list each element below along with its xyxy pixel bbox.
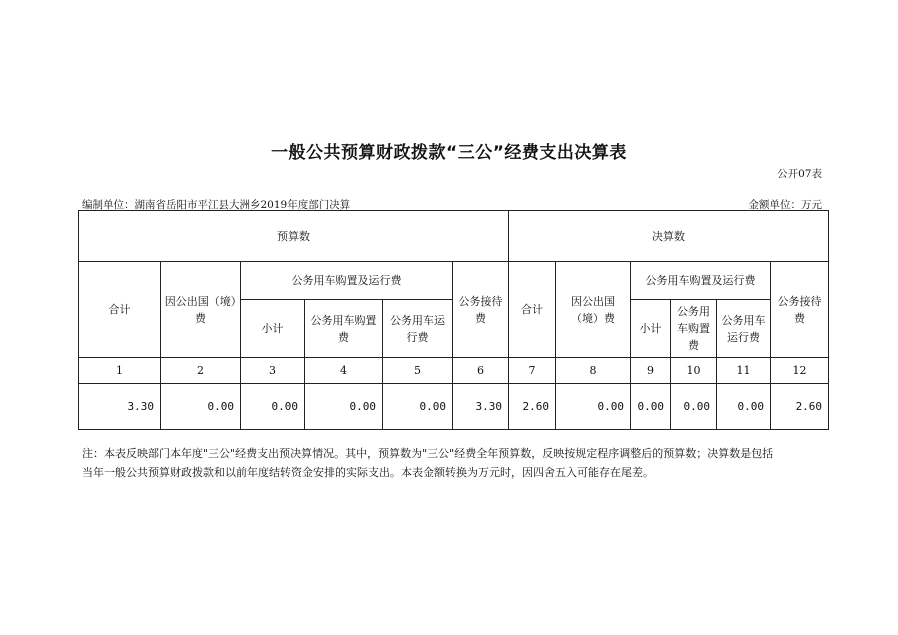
column-number: 2 bbox=[161, 358, 241, 384]
value-cell: 2.60 bbox=[509, 384, 556, 430]
final-abroad-header: 因公出国（境）费 bbox=[556, 262, 631, 358]
budget-abroad-header: 因公出国（境）费 bbox=[161, 262, 241, 358]
budget-vehicle-purchase-header: 公务用车购置费 bbox=[305, 300, 383, 358]
amount-unit: 金额单位：万元 bbox=[748, 199, 822, 211]
page-title: 一般公共预算财政拨款“三公”经费支出决算表 bbox=[271, 143, 627, 163]
budget-reception-header: 公务接待费 bbox=[453, 262, 509, 358]
value-cell: 0.00 bbox=[241, 384, 305, 430]
final-vehicle-operation-header: 公务用车运行费 bbox=[717, 300, 771, 358]
column-number: 11 bbox=[717, 358, 771, 384]
column-number: 9 bbox=[631, 358, 671, 384]
budget-total-header: 合计 bbox=[79, 262, 161, 358]
value-cell: 0.00 bbox=[671, 384, 717, 430]
footnote-line-1: 注：本表反映部门本年度"三公"经费支出预决算情况。其中，预算数为"三公"经费全年预算数，反映按规定程序调整后的预算数；决算数是包括 bbox=[82, 447, 774, 460]
form-number: 公开07表 bbox=[777, 168, 822, 180]
value-cell: 0.00 bbox=[305, 384, 383, 430]
final-vehicle-header: 公务用车购置及运行费 bbox=[631, 262, 771, 300]
value-cell: 0.00 bbox=[556, 384, 631, 430]
budget-vehicle-operation-header: 公务用车运行费 bbox=[383, 300, 453, 358]
value-cell: 0.00 bbox=[717, 384, 771, 430]
column-number: 12 bbox=[771, 358, 829, 384]
value-cell: 3.30 bbox=[453, 384, 509, 430]
final-vehicle-purchase-header: 公务用车购置费 bbox=[671, 300, 717, 358]
column-number: 8 bbox=[556, 358, 631, 384]
value-cell: 0.00 bbox=[383, 384, 453, 430]
column-number: 3 bbox=[241, 358, 305, 384]
final-reception-header: 公务接待费 bbox=[771, 262, 829, 358]
footnote bbox=[82, 444, 822, 482]
value-cell: 3.30 bbox=[79, 384, 161, 430]
final-subtotal-header: 小计 bbox=[631, 300, 671, 358]
value-cell: 0.00 bbox=[161, 384, 241, 430]
value-cell: 0.00 bbox=[631, 384, 671, 430]
compiler-unit: 编制单位：湖南省岳阳市平江县大洲乡2019年度部门决算 bbox=[82, 199, 351, 211]
footnote-line-2: 当年一般公共预算财政拨款和以前年度结转资金安排的实际支出。本表金额转换为万元时，因四舍五入可能存在尾差。 bbox=[82, 466, 654, 479]
column-number: 4 bbox=[305, 358, 383, 384]
column-number: 10 bbox=[671, 358, 717, 384]
budget-header: 预算数 bbox=[79, 211, 509, 262]
final-total-header: 合计 bbox=[509, 262, 556, 358]
expense-table bbox=[78, 210, 829, 430]
column-number: 5 bbox=[383, 358, 453, 384]
final-header: 决算数 bbox=[509, 211, 829, 262]
budget-vehicle-header: 公务用车购置及运行费 bbox=[241, 262, 453, 300]
column-number: 6 bbox=[453, 358, 509, 384]
value-cell: 2.60 bbox=[771, 384, 829, 430]
budget-subtotal-header: 小计 bbox=[241, 300, 305, 358]
column-number: 7 bbox=[509, 358, 556, 384]
column-number: 1 bbox=[79, 358, 161, 384]
